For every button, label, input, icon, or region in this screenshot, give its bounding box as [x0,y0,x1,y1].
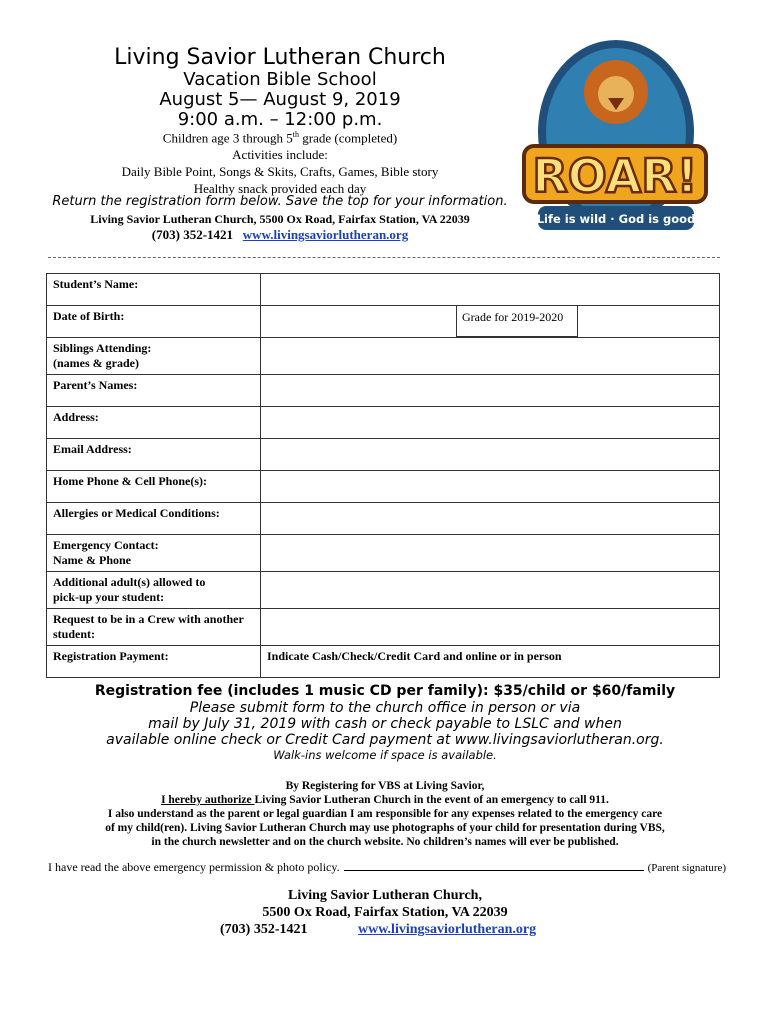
walkin-note: Walk-ins welcome if space is available. [273,748,497,762]
activities-label: Activities include: [232,147,328,162]
row-payment [47,646,720,678]
church-title: Living Savior Lutheran Church [114,45,446,70]
auth-line-2-rest: Living Savior Lutheran Church in the event of an emergency to call 911. [254,794,609,806]
fee-headline: Registration fee (includes 1 music CD per family): $35/child or $60/family [94,683,676,699]
row-crew [47,609,720,646]
auth-line-3: I also understand as the parent or legal guardian I am responsible for any expenses related to the emergency care [107,808,663,820]
church-phone: (703) 352-1421 [151,227,234,242]
auth-line-2 [0,794,770,806]
field-email[interactable] [261,439,720,471]
instructions-line-1: Please submit form to the church office in person or via [189,700,581,716]
row-adults [47,572,720,609]
row-siblings [47,338,720,375]
footer-church: Living Savior Lutheran Church, [288,888,482,903]
row-dob [47,306,720,338]
instructions-line-3: available online check or Credit Card payment at www.livingsaviorlutheran.org. [106,732,664,748]
label-phones: Home Phone & Cell Phone(s): [47,471,261,503]
label-email: Email Address: [47,439,261,471]
row-parents [47,375,720,407]
signature-label: (Parent signature) [647,862,727,874]
ages-sup: th [292,130,300,139]
field-phones[interactable] [261,471,720,503]
program-time: 9:00 a.m. – 12:00 p.m. [177,109,383,130]
program-title: Vacation Bible School [183,69,377,90]
row-phones [47,471,720,503]
grade-field[interactable]: Grade for 2019-2020 [456,305,578,337]
field-student-name[interactable] [261,274,720,306]
field-emergency[interactable] [261,535,720,572]
instructions-line-2: mail by July 31, 2019 with cash or check payable to LSLC and when [148,716,622,732]
payment-note[interactable]: Indicate Cash/Check/Credit Card and online or in person [261,646,720,678]
adults-label-1: Additional adult(s) allowed to [53,575,206,589]
authorize-underlined: I hereby authorize [161,794,255,806]
label-parents: Parent’s Names: [47,375,261,407]
footer-phone: (703) 352-1421 [220,922,308,937]
field-siblings[interactable] [261,338,720,375]
auth-line-5: in the church newsletter and on the church website. No children’s names will ever be published. [151,836,619,848]
snack-note: Healthy snack provided each day [193,181,367,196]
label-payment: Registration Payment: [47,646,261,678]
row-email [47,439,720,471]
label-address: Address: [47,407,261,439]
website-link[interactable]: www.livingsaviorlutheran.org [242,227,409,242]
label-siblings [47,338,261,375]
label-allergies: Allergies or Medical Conditions: [47,503,261,535]
contact-line [0,227,560,243]
activities-list: Daily Bible Point, Songs & Skits, Crafts, Games, Bible story [121,164,439,179]
row-emergency [47,535,720,572]
roar-title: ROAR! [532,149,698,203]
footer-website-link[interactable]: www.livingsaviorlutheran.org [358,922,537,937]
signature-row [48,860,738,875]
logo-tagline: Life is wild · God is good [536,212,696,226]
crew-label-1: Request to be in a Crew with another [53,612,244,626]
emergency-label-1: Emergency Contact: [53,538,159,552]
field-crew[interactable] [261,609,720,646]
label-adults [47,572,261,609]
signature-text: I have read the above emergency permission & photo policy. [48,860,340,874]
field-adults[interactable] [261,572,720,609]
field-parents[interactable] [261,375,720,407]
ages-prefix: Children age 3 through 5 [162,130,293,146]
footer-address: 5500 Ox Road, Fairfax Station, VA 22039 [262,905,508,920]
emergency-label-2: Name & Phone [53,553,131,567]
cut-line-divider [48,257,720,258]
siblings-label-1: Siblings Attending: [53,341,152,355]
signature-field[interactable] [344,860,644,871]
row-student-name [47,274,720,306]
adults-label-2: pick-up your student: [53,590,165,604]
registration-form [46,273,720,678]
label-dob: Date of Birth: [47,306,261,338]
label-emergency [47,535,261,572]
row-address [47,407,720,439]
label-student-name: Student’s Name: [47,274,261,306]
crew-label-2: student: [53,627,96,641]
auth-line-4: of my child(ren). Living Savior Lutheran Church may use photographs of your child for presentation during VBS, [105,822,665,834]
church-address: Living Savior Lutheran Church, 5500 Ox Road, Fairfax Station, VA 22039 [90,212,470,226]
auth-line-1: By Registering for VBS at Living Savior, [285,780,485,792]
siblings-label-2: (names & grade) [53,356,139,370]
ages-line [0,130,560,146]
program-dates: August 5— August 9, 2019 [159,89,401,110]
row-allergies [47,503,720,535]
label-crew [47,609,261,646]
return-note: Return the registration form below. Save the top for your information. [52,194,508,209]
roar-vbs-logo [516,34,714,242]
field-address[interactable] [261,407,720,439]
field-allergies[interactable] [261,503,720,535]
ages-suffix: grade (completed) [299,130,398,146]
